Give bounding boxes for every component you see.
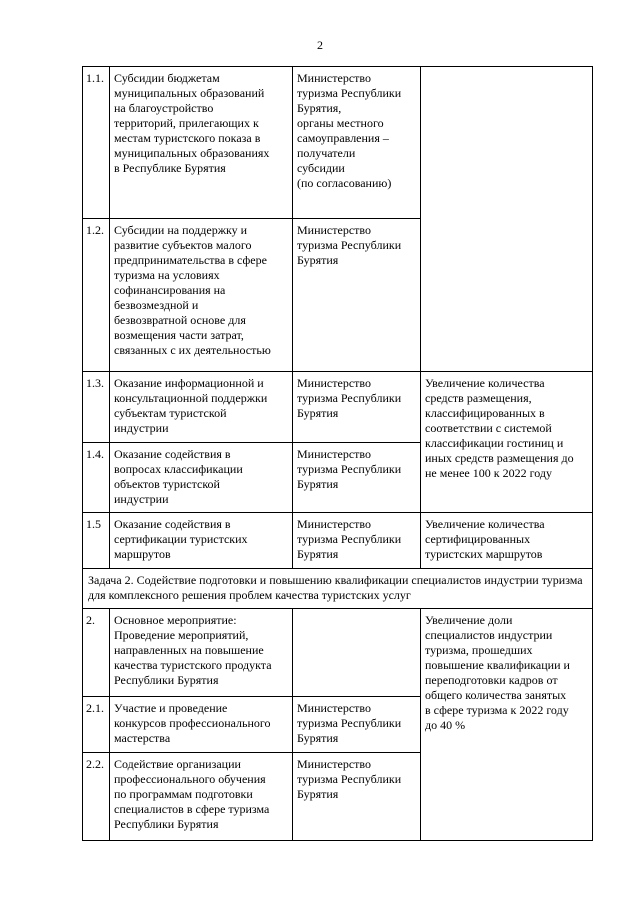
activity-executor: [293, 609, 421, 697]
task-heading: Задача 2. Содействие подготовки и повышению квалификации специалистов индустрии туризма для комплексного решения проблем качества туристских услуг: [83, 569, 593, 609]
activity-executor: Министерство туризма Республики Бурятия: [293, 372, 421, 443]
activity-name: Оказание содействия в сертификации туристских маршрутов: [110, 513, 293, 569]
row-number: 1.1.: [83, 67, 110, 219]
activity-name: Оказание содействия в вопросах классификации объектов туристской индустрии: [110, 443, 293, 513]
task-row: [83, 569, 593, 609]
page-number: 2: [317, 38, 323, 52]
activity-result-empty: [421, 67, 593, 372]
row-number: 1.2.: [83, 219, 110, 372]
activity-name: Основное мероприятие: Проведение мероприятий, направленных на повышение качества туристского продукта Республики Бурятия: [110, 609, 293, 697]
activity-result: Увеличение доли специалистов индустрии туризма, прошедших повышение квалификации и переподготовки кадров от общего количества занятых в сфере туризма к 2022 году до 40 %: [421, 609, 593, 841]
activity-executor: Министерство туризма Республики Бурятия: [293, 443, 421, 513]
row-number: 1.3.: [83, 372, 110, 443]
row-number: 2.2.: [83, 753, 110, 841]
table-row: [83, 609, 593, 697]
row-number: 1.4.: [83, 443, 110, 513]
table-row: [83, 513, 593, 569]
activity-name: Содействие организации профессионального обучения по программам подготовки специалистов в сфере туризма Республики Бурятия: [110, 753, 293, 841]
activity-executor: Министерство туризма Республики Бурятия: [293, 753, 421, 841]
table-row: [83, 67, 593, 219]
row-number: 1.5: [83, 513, 110, 569]
table-row: [83, 372, 593, 443]
activity-executor: Министерство туризма Республики Бурятия: [293, 697, 421, 753]
activity-name: Оказание информационной и консультационной поддержки субъектам туристской индустрии: [110, 372, 293, 443]
activity-executor: Министерство туризма Республики Бурятия: [293, 513, 421, 569]
activity-result: Увеличение количества средств размещения, классифицированных в соответствии с системой классификации гостиниц и иных средств размещения до не менее 100 к 2022 году: [421, 372, 593, 513]
activity-result: Увеличение количества сертифицированных туристских маршрутов: [421, 513, 593, 569]
row-number: 2.1.: [83, 697, 110, 753]
activity-name: Субсидии на поддержку и развитие субъектов малого предпринимательства в сфере туризма на условиях софинансирования на безвозмездной и безвозвратной основе для возмещения части затрат, связанных с их деятельностью: [110, 219, 293, 372]
activity-name: Субсидии бюджетам муниципальных образований на благоустройство территорий, прилегающих к местам туристского показа в муниципальных образованиях в Республике Бурятия: [110, 67, 293, 219]
row-number: 2.: [83, 609, 110, 697]
activities-table: [82, 66, 593, 841]
activity-executor: Министерство туризма Республики Бурятия, органы местного самоуправления – получатели субсидии (по согласованию): [293, 67, 421, 219]
activity-executor: Министерство туризма Республики Бурятия: [293, 219, 421, 372]
activity-name: Участие и проведение конкурсов профессионального мастерства: [110, 697, 293, 753]
